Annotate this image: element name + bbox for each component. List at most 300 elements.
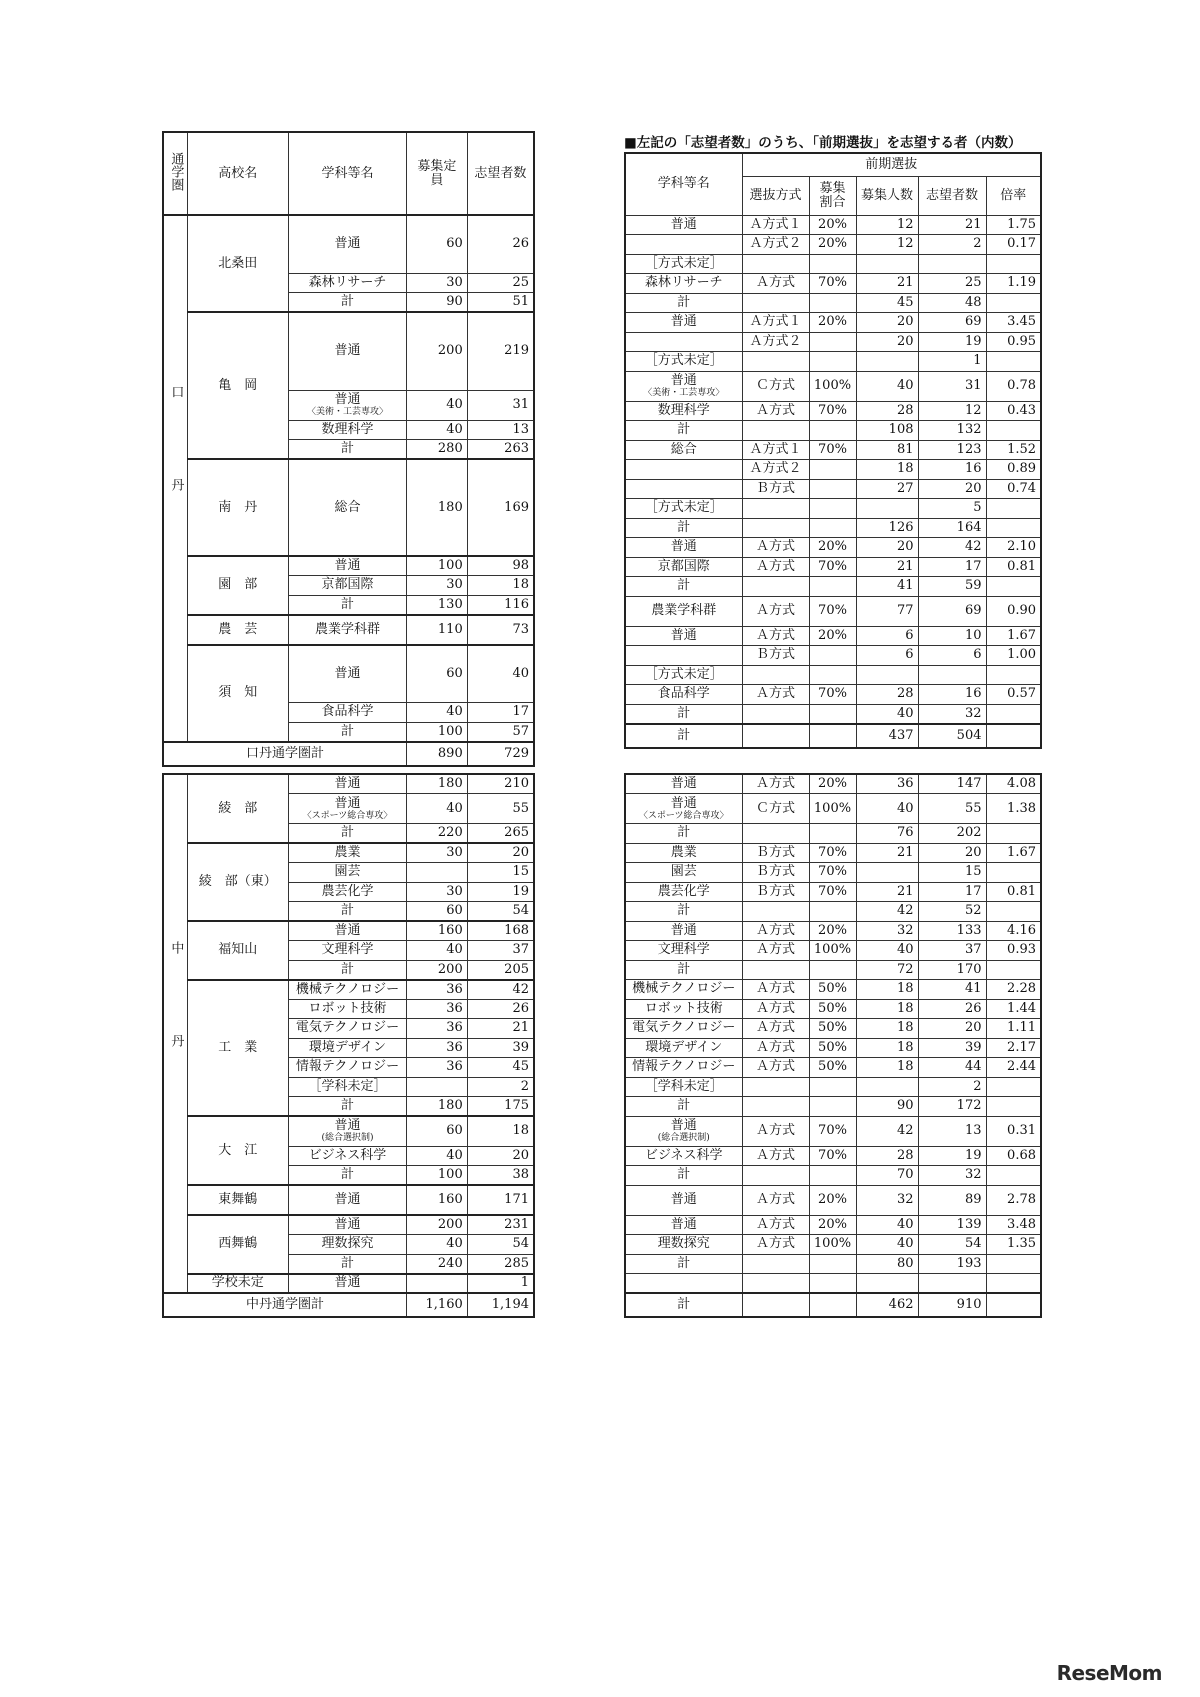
total-row (163, 1293, 534, 1317)
table-row (625, 1185, 1041, 1215)
table-row (625, 332, 1041, 352)
r-count: 42 (856, 1116, 918, 1146)
dept-name: 総合 (288, 459, 406, 556)
r-count: 21 (856, 274, 918, 294)
r-method: Ａ方式１ (742, 440, 809, 460)
r-method (742, 960, 809, 980)
r-applicants: 25 (918, 274, 986, 294)
r-applicants: 16 (918, 685, 986, 705)
dept-name: 電気テクノロジー (288, 1019, 406, 1039)
r-rate: 0.17 (986, 235, 1041, 255)
r-dept-name: 計 (625, 960, 742, 980)
r-applicants: 26 (918, 999, 986, 1019)
r-dept-name: 森林リサーチ (625, 274, 742, 294)
r-total-count: 462 (856, 1293, 918, 1317)
capacity-value: 220 (407, 824, 468, 844)
dept-name: ビジネス科学 (288, 1146, 406, 1166)
r-count: 77 (856, 596, 918, 626)
dept-name: 普通 (288, 312, 406, 390)
table-row (625, 843, 1041, 863)
r-count (856, 352, 918, 372)
r-rate: 4.16 (986, 921, 1041, 941)
r-applicants: 89 (918, 1185, 986, 1215)
r-total-blank (742, 724, 809, 748)
r-rate (986, 665, 1041, 685)
r-method (742, 1274, 809, 1294)
r-ratio (809, 646, 856, 666)
dept-name: 普通 (288, 556, 406, 576)
r-count: 40 (856, 794, 918, 824)
r-dept-name: 計 (625, 824, 742, 844)
r-ratio: 100% (809, 1235, 856, 1255)
total-label: 口丹通学圏計 (163, 742, 407, 766)
r-applicants: 69 (918, 596, 986, 626)
r-dept-name: ビジネス科学 (625, 1146, 742, 1166)
r-count: 76 (856, 824, 918, 844)
r-rate (986, 1077, 1041, 1097)
r-dept-name: 計 (625, 902, 742, 922)
r-ratio: 100% (809, 371, 856, 401)
applicants-value: 38 (467, 1166, 534, 1186)
r-method (742, 293, 809, 313)
table-row (625, 626, 1041, 646)
r-header-method: 選抜方式 (742, 176, 809, 215)
r-method (742, 1097, 809, 1117)
dept-name: 数理科学 (288, 420, 406, 440)
r-method (742, 254, 809, 274)
applicants-value: 13 (467, 420, 534, 440)
r-rate (986, 1097, 1041, 1117)
table-row (163, 215, 534, 273)
r-ratio (809, 960, 856, 980)
r-method: Ｂ方式 (742, 863, 809, 883)
capacity-value: 90 (407, 293, 468, 313)
r-count: 40 (856, 371, 918, 401)
table-row (163, 843, 534, 863)
dept-name: 農業 (288, 843, 406, 863)
total-row (625, 1293, 1041, 1317)
r-applicants: 42 (918, 538, 986, 558)
r-dept-name: 普通 (625, 313, 742, 333)
r-dept-name: ［方式未定］ (625, 254, 742, 274)
r-applicants (918, 665, 986, 685)
r-rate: 0.81 (986, 882, 1041, 902)
r-applicants: 202 (918, 824, 986, 844)
r-applicants: 41 (918, 980, 986, 1000)
r-count: 20 (856, 332, 918, 352)
r-dept-name: 電気テクノロジー (625, 1019, 742, 1039)
r-method: Ａ方式 (742, 1215, 809, 1235)
nakatan-early-selection-table (624, 773, 1042, 1318)
r-dept-name: 普通 〈美術・工芸専攻〉 (625, 371, 742, 401)
r-applicants: 170 (918, 960, 986, 980)
capacity-value: 200 (407, 960, 468, 980)
r-count: 80 (856, 1254, 918, 1274)
area-label: 口丹 (163, 215, 187, 742)
r-ratio: 20% (809, 538, 856, 558)
r-dept-name: 農芸化学 (625, 882, 742, 902)
capacity-value: 160 (407, 1185, 468, 1215)
dept-name: ［学科未定］ (288, 1077, 406, 1097)
capacity-value: 30 (407, 273, 468, 293)
r-ratio: 50% (809, 980, 856, 1000)
r-ratio (809, 1077, 856, 1097)
r-method (742, 421, 809, 441)
total-row (625, 724, 1041, 748)
dept-name: 普通 (288, 645, 406, 703)
r-dept-name: ロボット技術 (625, 999, 742, 1019)
capacity-value: 100 (407, 1166, 468, 1186)
dept-name: 計 (288, 595, 406, 615)
table-row (625, 999, 1041, 1019)
applicants-value: 15 (467, 863, 534, 883)
r-dept-name: 京都国際 (625, 557, 742, 577)
table-row (625, 774, 1041, 794)
r-rate: 1.19 (986, 274, 1041, 294)
table-row (163, 921, 534, 941)
dept-name: 農業学科群 (288, 615, 406, 645)
r-rate (986, 863, 1041, 883)
r-dept-name: 普通 (625, 538, 742, 558)
r-applicants: 54 (918, 1235, 986, 1255)
table-row (625, 665, 1041, 685)
r-method: Ｂ方式 (742, 646, 809, 666)
table-row (163, 1116, 534, 1146)
r-method: Ａ方式 (742, 538, 809, 558)
capacity-value: 60 (407, 1116, 468, 1146)
r-method: Ａ方式 (742, 921, 809, 941)
capacity-value: 40 (407, 794, 468, 824)
school-name: 工 業 (187, 980, 288, 1117)
total-capacity: 1,160 (407, 1293, 468, 1317)
applicants-value: 25 (467, 273, 534, 293)
school-name: 園 部 (187, 556, 288, 615)
capacity-value: 180 (407, 774, 468, 794)
capacity-value: 36 (407, 1038, 468, 1058)
r-dept-name: 普通 (総合選択制) (625, 1116, 742, 1146)
r-method: Ａ方式２ (742, 460, 809, 480)
r-dept-name: ［方式未定］ (625, 352, 742, 372)
r-method: Ｂ方式 (742, 479, 809, 499)
r-rate: 0.31 (986, 1116, 1041, 1146)
table-row (625, 863, 1041, 883)
capacity-value: 160 (407, 921, 468, 941)
table-row (625, 352, 1041, 372)
applicants-value: 17 (467, 703, 534, 723)
table-row (625, 440, 1041, 460)
r-method: Ａ方式 (742, 941, 809, 961)
r-count: 32 (856, 921, 918, 941)
r-total-label: 計 (625, 724, 742, 748)
r-ratio: 50% (809, 1038, 856, 1058)
r-dept-name (625, 646, 742, 666)
r-total-applicants: 910 (918, 1293, 986, 1317)
r-ratio (809, 421, 856, 441)
table-row (625, 1215, 1041, 1235)
r-dept-name (625, 479, 742, 499)
r-dept-name (625, 1274, 742, 1294)
r-count: 36 (856, 774, 918, 794)
r-applicants: 19 (918, 332, 986, 352)
r-total-blank (742, 1293, 809, 1317)
applicants-value: 1 (467, 1274, 534, 1294)
r-rate: 2.10 (986, 538, 1041, 558)
r-method: Ａ方式 (742, 596, 809, 626)
header-area: 通学圏 (163, 132, 187, 215)
r-dept-name: 普通 (625, 1215, 742, 1235)
r-dept-name: 理数探究 (625, 1235, 742, 1255)
r-dept-name: 計 (625, 1097, 742, 1117)
r-rate (986, 577, 1041, 597)
school-name: 綾 部 (187, 774, 288, 843)
r-method (742, 1166, 809, 1186)
r-ratio: 50% (809, 999, 856, 1019)
r-total-applicants: 504 (918, 724, 986, 748)
r-rate: 0.90 (986, 596, 1041, 626)
school-name: 南 丹 (187, 459, 288, 556)
r-header-ratio: 募集割合 (809, 176, 856, 215)
r-rate: 0.43 (986, 401, 1041, 421)
table-row (625, 401, 1041, 421)
dept-name: 普通 (288, 774, 406, 794)
dept-name: 農芸化学 (288, 882, 406, 902)
r-dept-name: 農業学科群 (625, 596, 742, 626)
r-method (742, 1254, 809, 1274)
capacity-value: 200 (407, 1215, 468, 1235)
r-count: 40 (856, 941, 918, 961)
r-method: Ａ方式１ (742, 313, 809, 333)
r-applicants: 132 (918, 421, 986, 441)
r-method (742, 665, 809, 685)
r-method: Ａ方式 (742, 626, 809, 646)
r-applicants: 15 (918, 863, 986, 883)
r-count: 90 (856, 1097, 918, 1117)
r-dept-name (625, 332, 742, 352)
r-ratio: 70% (809, 274, 856, 294)
applicants-value: 98 (467, 556, 534, 576)
r-ratio (809, 665, 856, 685)
applicants-value: 175 (467, 1097, 534, 1117)
capacity-value: 36 (407, 980, 468, 1000)
r-dept-name: ［方式未定］ (625, 665, 742, 685)
r-method: Ａ方式２ (742, 235, 809, 255)
capacity-value (407, 1077, 468, 1097)
r-total-blank (809, 724, 856, 748)
dept-name: 園芸 (288, 863, 406, 883)
r-method (742, 1077, 809, 1097)
r-ratio (809, 902, 856, 922)
r-rate (986, 293, 1041, 313)
r-count: 42 (856, 902, 918, 922)
applicants-value: 18 (467, 1116, 534, 1146)
r-applicants: 12 (918, 401, 986, 421)
right-table-note: ■左記の「志望者数」のうち、「前期選抜」を志望する者（内数） (624, 135, 1022, 151)
r-method: Ａ方式 (742, 557, 809, 577)
capacity-value: 100 (407, 722, 468, 742)
r-applicants: 10 (918, 626, 986, 646)
r-rate: 1.44 (986, 999, 1041, 1019)
r-method: Ａ方式２ (742, 332, 809, 352)
r-count (856, 499, 918, 519)
r-ratio (809, 352, 856, 372)
r-count: 126 (856, 518, 918, 538)
r-ratio: 70% (809, 1116, 856, 1146)
r-applicants: 13 (918, 1116, 986, 1146)
r-header-applicants: 志望者数 (918, 176, 986, 215)
total-capacity: 890 (407, 742, 468, 766)
r-dept-name: 計 (625, 421, 742, 441)
r-applicants: 139 (918, 1215, 986, 1235)
r-applicants: 39 (918, 1038, 986, 1058)
r-dept-name: 普通 (625, 215, 742, 235)
r-ratio: 20% (809, 1215, 856, 1235)
r-method: Ｂ方式 (742, 843, 809, 863)
table-row (163, 615, 534, 645)
r-method: Ａ方式 (742, 1185, 809, 1215)
r-total-blank (986, 724, 1041, 748)
r-applicants (918, 1274, 986, 1294)
table-row (625, 1038, 1041, 1058)
r-rate: 0.74 (986, 479, 1041, 499)
r-ratio: 50% (809, 1019, 856, 1039)
capacity-value: 180 (407, 459, 468, 556)
table-row (625, 685, 1041, 705)
r-rate (986, 960, 1041, 980)
r-ratio: 70% (809, 596, 856, 626)
table-row (625, 646, 1041, 666)
capacity-value: 180 (407, 1097, 468, 1117)
applicants-value: 171 (467, 1185, 534, 1215)
r-applicants: 52 (918, 902, 986, 922)
applicants-value: 20 (467, 1146, 534, 1166)
r-ratio: 20% (809, 774, 856, 794)
applicants-value: 26 (467, 215, 534, 273)
total-label: 中丹通学圏計 (163, 1293, 407, 1317)
applicants-value: 168 (467, 921, 534, 941)
r-method: Ａ方式 (742, 1038, 809, 1058)
r-ratio (809, 460, 856, 480)
r-ratio: 70% (809, 882, 856, 902)
r-dept-name (625, 235, 742, 255)
r-rate (986, 352, 1041, 372)
table-row (625, 293, 1041, 313)
applicants-value: 219 (467, 312, 534, 390)
dept-name: 理数探究 (288, 1235, 406, 1255)
total-row (163, 742, 534, 766)
r-ratio (809, 499, 856, 519)
r-ratio: 70% (809, 863, 856, 883)
r-count: 40 (856, 704, 918, 724)
r-rate: 4.08 (986, 774, 1041, 794)
dept-name: 計 (288, 722, 406, 742)
applicants-value: 40 (467, 645, 534, 703)
table-row (625, 596, 1041, 626)
r-applicants: 1 (918, 352, 986, 372)
r-applicants: 31 (918, 371, 986, 401)
r-dept-name: 農業 (625, 843, 742, 863)
table-row (625, 479, 1041, 499)
r-rate (986, 499, 1041, 519)
capacity-value: 40 (407, 390, 468, 420)
table-row (163, 1215, 534, 1235)
r-ratio: 20% (809, 626, 856, 646)
r-applicants: 20 (918, 479, 986, 499)
r-ratio (809, 332, 856, 352)
applicants-value: 39 (467, 1038, 534, 1058)
r-ratio: 50% (809, 1058, 856, 1078)
table-row (625, 577, 1041, 597)
r-ratio (809, 1097, 856, 1117)
table-row (625, 254, 1041, 274)
r-dept-name: 数理科学 (625, 401, 742, 421)
r-applicants: 44 (918, 1058, 986, 1078)
capacity-value: 60 (407, 215, 468, 273)
kuchitan-early-selection-table (624, 152, 1042, 749)
r-dept-name: 食品科学 (625, 685, 742, 705)
dept-name: 計 (288, 1254, 406, 1274)
capacity-value: 200 (407, 312, 468, 390)
r-method: Ａ方式 (742, 980, 809, 1000)
table-row (163, 556, 534, 576)
r-ratio (809, 518, 856, 538)
r-method: Ｂ方式 (742, 882, 809, 902)
total-applicants: 729 (467, 742, 534, 766)
r-dept-name: 園芸 (625, 863, 742, 883)
r-rate (986, 1254, 1041, 1274)
applicants-value: 231 (467, 1215, 534, 1235)
r-method: Ａ方式 (742, 685, 809, 705)
r-dept-name: 普通 〈スポーツ総合専攻〉 (625, 794, 742, 824)
r-rate: 1.38 (986, 794, 1041, 824)
dept-name: 京都国際 (288, 576, 406, 596)
r-method: Ａ方式 (742, 1235, 809, 1255)
header-school: 高校名 (187, 132, 288, 215)
r-method (742, 352, 809, 372)
r-ratio (809, 254, 856, 274)
table-row (625, 1235, 1041, 1255)
applicants-value: 19 (467, 882, 534, 902)
r-applicants: 32 (918, 1166, 986, 1186)
r-count (856, 254, 918, 274)
r-rate: 1.00 (986, 646, 1041, 666)
r-method: Ａ方式１ (742, 215, 809, 235)
r-applicants: 164 (918, 518, 986, 538)
r-count: 28 (856, 401, 918, 421)
capacity-value: 130 (407, 595, 468, 615)
table-row (625, 518, 1041, 538)
r-rate (986, 824, 1041, 844)
header-applicants: 志望者数 (467, 132, 534, 215)
applicants-value: 116 (467, 595, 534, 615)
r-count: 28 (856, 685, 918, 705)
table-row (625, 1097, 1041, 1117)
r-count: 108 (856, 421, 918, 441)
r-rate (986, 902, 1041, 922)
r-count: 81 (856, 440, 918, 460)
r-ratio: 20% (809, 921, 856, 941)
table-row (625, 1116, 1041, 1146)
capacity-value: 40 (407, 1235, 468, 1255)
r-applicants: 17 (918, 882, 986, 902)
r-ratio: 20% (809, 313, 856, 333)
r-ratio (809, 1166, 856, 1186)
table-row (625, 980, 1041, 1000)
r-dept-name: 計 (625, 518, 742, 538)
dept-sub-label: (総合選択制) (321, 1133, 374, 1144)
r-ratio: 70% (809, 440, 856, 460)
r-dept-name: 総合 (625, 440, 742, 460)
r-count: 72 (856, 960, 918, 980)
